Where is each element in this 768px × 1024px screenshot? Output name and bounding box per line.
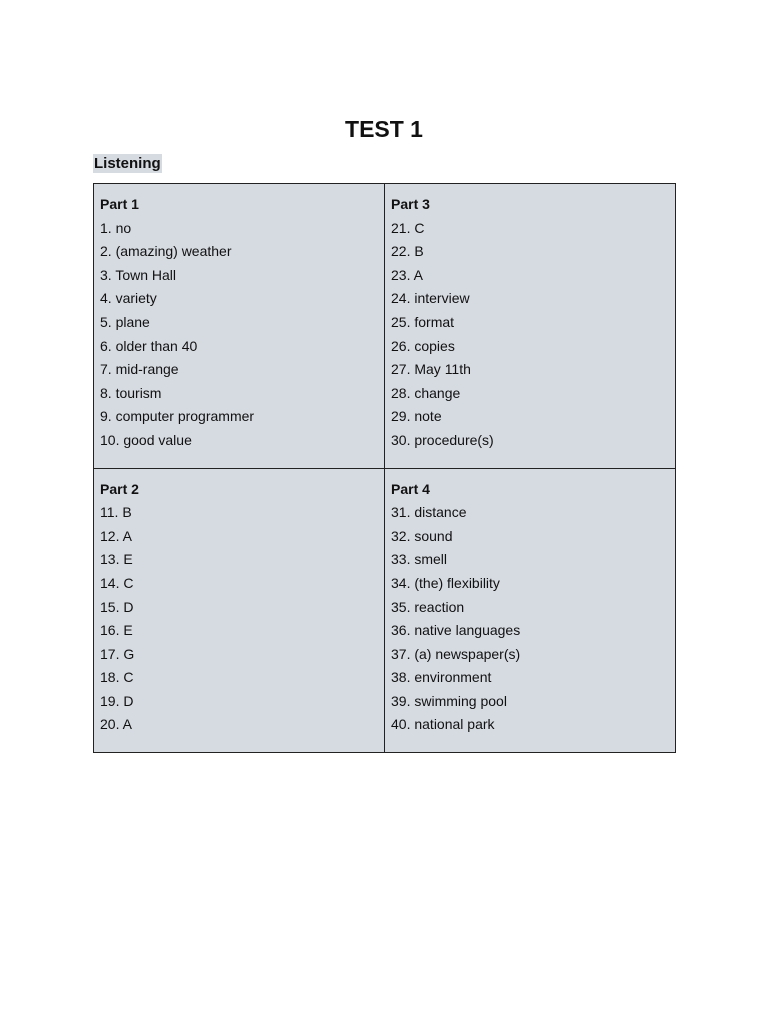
answer-item: 13. E: [100, 551, 133, 568]
answer-item: 2. (amazing) weather: [100, 243, 232, 260]
answer-item: 20. A: [100, 716, 132, 733]
answer-item: 35. reaction: [391, 598, 465, 615]
answer-item: 25. format: [391, 313, 455, 330]
part-title: Part 3: [391, 196, 430, 212]
answer-item: 37. (a) newspaper(s): [391, 645, 521, 662]
answer-item: 27. May 11th: [391, 361, 471, 378]
answer-item: 36. native languages: [391, 622, 521, 639]
answer-list: [391, 218, 669, 454]
answer-list: [100, 218, 378, 454]
answer-item: 7. mid-range: [100, 361, 179, 378]
answer-item: 4. variety: [100, 290, 157, 307]
answer-item: 17. G: [100, 645, 135, 662]
answer-item: 19. D: [100, 692, 134, 709]
answer-item: 16. E: [100, 622, 133, 639]
answer-cell-part-4: [385, 468, 676, 753]
answer-item: 31. distance: [391, 504, 467, 521]
answer-cell-part-2: [94, 468, 385, 753]
answer-item: 39. swimming pool: [391, 692, 507, 709]
part-title: Part 1: [100, 196, 139, 212]
answer-item: 28. change: [391, 384, 461, 401]
answer-item: 18. C: [100, 669, 134, 686]
part-title: Part 2: [100, 480, 139, 497]
answer-item: 29. note: [391, 408, 442, 425]
answer-item: 38. environment: [391, 669, 492, 686]
answer-table: [93, 183, 676, 753]
answer-item: 8. tourism: [100, 384, 162, 401]
answer-item: 34. (the) flexibility: [391, 574, 500, 591]
table-row: [94, 184, 676, 469]
answer-item: 21. C: [391, 219, 425, 236]
answer-cell-part-3: [385, 184, 676, 469]
answer-item: 10. good value: [100, 431, 192, 448]
answer-item: 23. A: [391, 266, 423, 283]
part-title: Part 4: [391, 480, 430, 497]
answer-cell-part-1: [94, 184, 385, 469]
answer-item: 14. C: [100, 574, 134, 591]
answer-item: 24. interview: [391, 290, 470, 307]
answer-item: 3. Town Hall: [100, 266, 177, 283]
answer-list: [391, 502, 669, 738]
answer-item: 12. A: [100, 527, 132, 544]
section-heading-listening: Listening: [94, 155, 161, 172]
answer-item: 9. computer programmer: [100, 408, 255, 425]
answer-item: 6. older than 40: [100, 337, 198, 354]
answer-item: 11. B: [100, 504, 132, 521]
table-row: [94, 468, 676, 753]
page-title: TEST 1: [345, 116, 423, 142]
answer-item: 40. national park: [391, 716, 495, 733]
answer-item: 15. D: [100, 598, 134, 615]
answer-item: 26. copies: [391, 337, 455, 354]
answer-item: 30. procedure(s): [391, 431, 494, 448]
answer-item: 1. no: [100, 219, 132, 236]
answer-item: 32. sound: [391, 527, 453, 544]
answer-item: 5. plane: [100, 313, 150, 330]
answer-list: [100, 502, 378, 738]
answer-item: 33. smell: [391, 551, 448, 568]
answer-item: 22. B: [391, 243, 424, 260]
